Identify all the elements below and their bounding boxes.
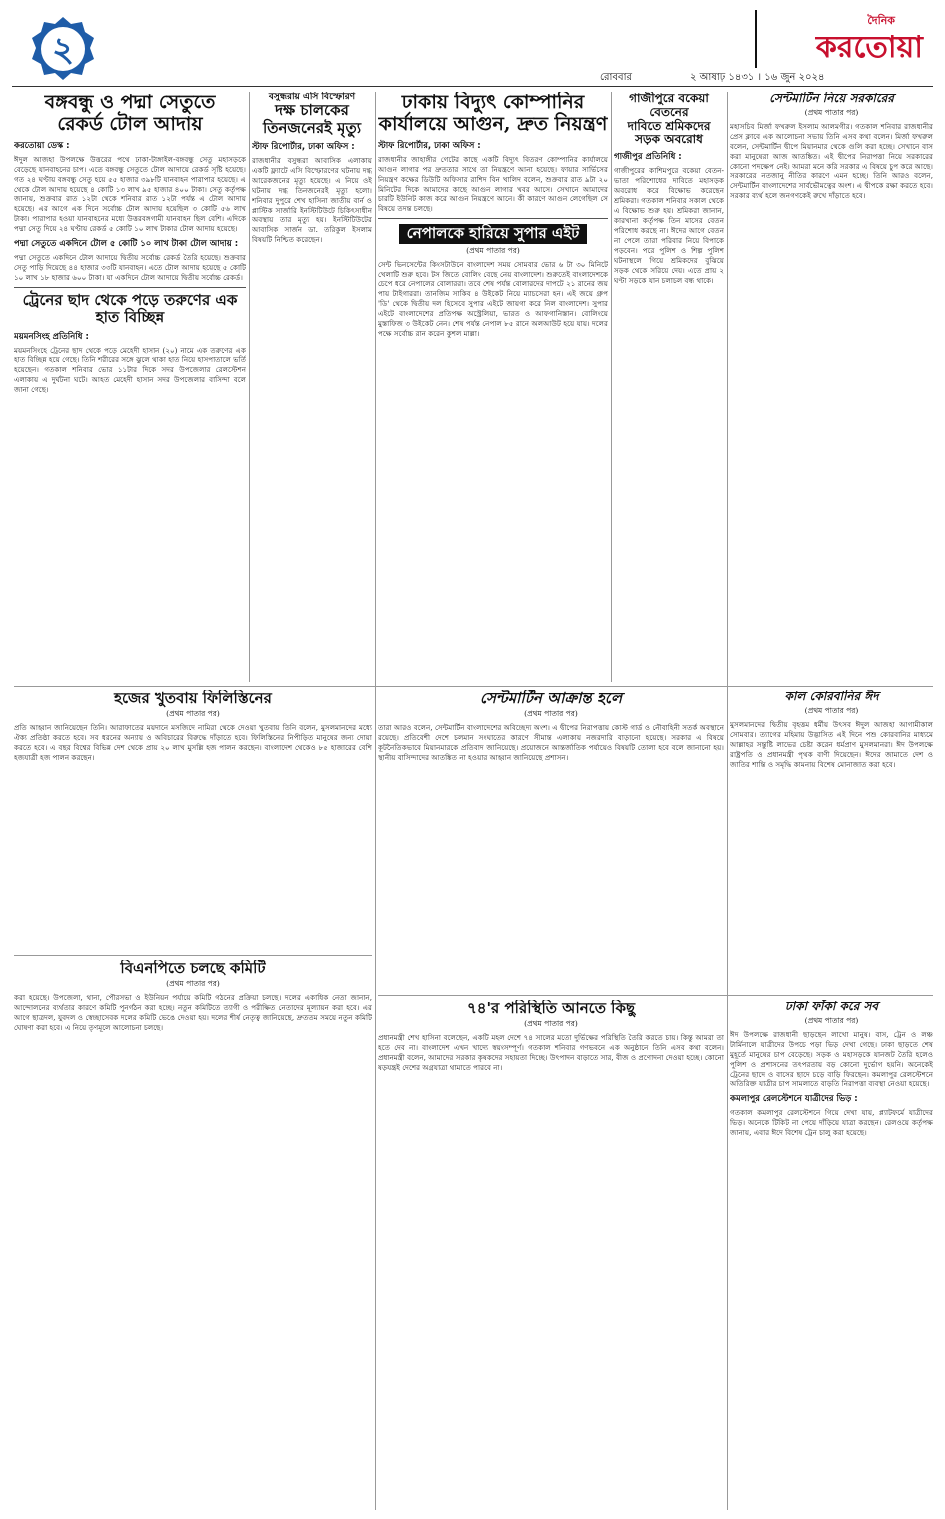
martin-attack-headline: সেন্টমার্টিন আক্রান্ত হলে (479, 690, 623, 707)
page-number-badge (28, 14, 98, 84)
newspaper-logo (816, 12, 923, 65)
bnp-continued: (প্রথম পাতার পর) (166, 979, 220, 989)
bridge-headline-2: রেকর্ড টোল আদায় (57, 112, 203, 135)
issue-day: রোববার (600, 72, 632, 83)
story-fire (378, 92, 608, 682)
martin-attack-continued: (প্রথম পাতার পর) (524, 709, 578, 719)
row-separator (14, 686, 933, 687)
gazipur-byline: গাজীপুর প্রতিনিধি : (614, 152, 682, 163)
dhaka-body: ঈদ উপলক্ষে রাজধানী ছাড়ছেন লাখো মানুষ। বাস, ট্রেন ও লঞ্চ টার্মিনালে যাত্রীদের উপচে পড়া ভিড় দেখা গেছে। ঢাকা ছাড়তে শেষ মুহূর্তে মানুষের চাপ বেড়েছে। সড়ক ও মহাসড়কে যানজট তৈরি হলেও পুলিশ ও প্রশাসনের তৎপরতায় বড় কোনো দুর্ভোগ হয়নি। অনেকেই ট্রেনের ছাদে ও বাসের ছাদে চড়ে বাড়ি ফিরছেন। কমলাপুর রেলস্টেশনে অতিরিক্ত যাত্রীর চাপ সামলাতে বাড়তি নিরাপত্তা ব্যবস্থা নেওয়া হয়েছে। (730, 1029, 933, 1089)
masthead-divider (755, 10, 757, 68)
ac-kicker: বসুন্ধরায় এসি বিস্ফোরণ (268, 92, 356, 102)
martin-body: মহাসচিব মির্জা ফখরুল ইসলাম আলমগীর। গতকাল শনিবার রাজধানীর প্রেস ক্লাবে এক আলোচনা সভায় তিনি এসব কথা বলেন। মির্জা ফখরুল বলেন, সেন্টমার্টিন দ্বীপে মিয়ানমার থেকে গুলি করা হচ্ছে। সেখানে বাস করা মানুষেরা আজ আতঙ্কিত। এই দ্বীপের নিরাপত্তা নিয়ে সরকারের কোনো পদক্ষেপ নেই। আমরা মনে করি সরকার এ বিষয়ে চুপ করে আছে। সরকারের নতজানু নীতির কারণে এমন হচ্ছে। তিনি আরও বলেন, সেন্টমার্টিন বাংলাদেশের সার্বভৌমত্বের অংশ। এ দ্বীপকে রক্ষা করতে হবে। সরকার ব্যর্থ হলে জনগণকেই রুখে দাঁড়াতে হবে। (730, 121, 933, 201)
row-separator (378, 995, 933, 996)
nepal-body: সেন্ট ভিনসেন্টের কিংসটাউনে বাংলাদেশ সময় সোমবার ভোর ৬ টা ৩০ মিনিটে খেলাটি শুরু হবে। টস জিতে বোলিং বেছে নেয় বাংলাদেশ। শুরুতেই বাংলাদেশকে চেপে ধরে নেপালের বোলাররা। তবে শেষ পর্যন্ত বোলারদের দাপটে ২১ রানের জয় পায় টাইগাররা। তানজিম সাকিব ৪ উইকেট নিয়ে ম্যাচসেরা হন। এই জয়ে গ্রুপ 'ডি' থেকে দ্বিতীয় দল হিসেবে সুপার এইটে জায়গা করে নিল বাংলাদেশ। সুপার এইটে বাংলাদেশের প্রতিপক্ষ অস্ট্রেলিয়া, ভারত ও আফগানিস্তান। বোলিংয়ে মুস্তাফিজ ৩ উইকেট নেন। শেষ পর্যন্ত নেপাল ৮৫ রানে অলআউট হয়ে যায়। দলের পক্ষে সর্বোচ্চ রান করেন কুশল মাল্লা। (378, 259, 608, 339)
dhaka-continued: (প্রথম পাতার পর) (804, 1015, 859, 1025)
story-74 (378, 1000, 724, 1510)
bnp-headline: বিএনপিতে চলছে কমিটি (120, 960, 266, 977)
rule (14, 287, 246, 288)
seventyfour-headline: ৭৪'র পরিস্থিতি আনতে কিছু (466, 1000, 636, 1017)
column-separator (375, 92, 376, 1510)
rule (378, 218, 608, 219)
ac-byline: স্টাফ রিপোর্টার, ঢাকা অফিস : (252, 141, 355, 152)
eid-headline: কাল কোরবানির ঈদ (784, 690, 879, 703)
martin-headline: সেন্টমার্টিন নিয়ে সরকারের (769, 92, 894, 105)
row-separator (14, 955, 372, 956)
logo-prefix: দৈনিক (867, 14, 895, 27)
martin-attack-body: তারা আরও বলেন, সেন্টমার্টিন বাংলাদেশের অবিচ্ছেদ্য অংশ। এ দ্বীপের নিরাপত্তায় কোস্ট গার্ড ও নৌবাহিনী সতর্ক অবস্থানে রয়েছে। প্রতিবেশী দেশে চলমান সংঘাতের কারণে সীমান্ত এলাকায় নজরদারি বাড়ানো হয়েছে। সরকার এ বিষয়ে কূটনৈতিকভাবে মিয়ানমারকে প্রতিবাদ জানিয়েছে। প্রয়োজনে আন্তর্জাতিক পর্যায়েও বিষয়টি তোলা হবে বলে জানানো হয়। স্থানীয় বাসিন্দাদের আতঙ্কিত না হওয়ার আহ্বান জানিয়েছে প্রশাসন। (378, 723, 724, 763)
gazipur-body: গাজীপুরের কাশিমপুরে বকেয়া বেতন-ভাতা পরিশোধের দাবিতে মহাসড়ক অবরোধ করে বিক্ষোভ করেছেন শ্রমিকরা। গতকাল শনিবার সকাল থেকে এ বিক্ষোভ শুরু হয়। শ্রমিকরা জানান, কারখানা কর্তৃপক্ষ তিন মাসের বেতন পরিশোধ করছে না। ঈদের আগে বেতন না পেলে তারা পরিবার নিয়ে বিপাকে পড়বেন। পরে পুলিশ ও শিল্প পুলিশ ঘটনাস্থলে গিয়ে শ্রমিকদের বুঝিয়ে সড়ক থেকে সরিয়ে দেয়। এতে প্রায় ২ ঘণ্টা সড়কে যান চলাচল বন্ধ থাকে। (614, 166, 724, 285)
gazipur-headline-3: সড়ক অবরোধ (635, 132, 703, 147)
fire-byline: স্টাফ রিপোর্টার, ঢাকা অফিস : (378, 140, 481, 151)
issue-date: ২ আষাঢ় ১৪৩১ । ১৬ জুন ২০২৪ (690, 72, 825, 83)
nepal-continued: (প্রথম পাতার পর) (466, 245, 520, 255)
ac-headline: দক্ষ চালকের তিনজনেরই মৃত্যু (262, 101, 362, 137)
dhaka-body-2: গতকাল কমলাপুর রেলস্টেশনে গিয়ে দেখা যায়, প্ল্যাটফর্মে যাত্রীদের ভিড়। অনেকে টিকিট না পেয়ে দাঁড়িয়ে যাত্রা করছেন। রেলওয়ে কর্তৃপক্ষ জানায়, এবার ঈদে বিশেষ ট্রেন চালু করা হয়েছে। (730, 1108, 933, 1138)
story-martin-attack (378, 690, 724, 990)
story-bnp (14, 960, 372, 1510)
bridge-subheadline: পদ্মা সেতুতে একদিনে টোল ৫ কোটি ১০ লাখ টাকা টোল আদায় : (14, 239, 239, 250)
column-separator (611, 92, 612, 682)
train-byline: ময়মনসিংহ প্রতিনিধি : (14, 331, 89, 342)
bridge-byline: করতোয়া ডেস্ক : (14, 140, 70, 151)
eid-body: মুসলমানদের দ্বিতীয় বৃহত্তম ধর্মীয় উৎসব ঈদুল আজহা আগামীকাল সোমবার। ত্যাগের মহিমায় উদ্ভাসিত এই দিনে পশু কোরবানির মাধ্যমে আল্লাহর সন্তুষ্টি লাভের চেষ্টা করেন ধর্মপ্রাণ মুসলমানরা। ঈদ উপলক্ষে রাষ্ট্রপতি ও প্রধানমন্ত্রী পৃথক বাণী দিয়েছেন। ঈদের জামাতে দেশ ও জাতির শান্তি ও সমৃদ্ধি কামনায় বিশেষ মোনাজাত করা হবে। (730, 719, 933, 769)
seventyfour-continued: (প্রথম পাতার পর) (524, 1019, 578, 1029)
nepal-headline-wrap (378, 223, 608, 243)
fire-headline-1: ঢাকায় বিদ্যুৎ কোম্পানির (401, 92, 585, 113)
train-body: ময়মনসিংহে ট্রেনের ছাদ থেকে পড়ে মেহেদী হাসান (২০) নামে এক তরুণের এক হাত বিচ্ছিন্ন হয়ে গেছে। তিনি শরীরের সঙ্গে ঝুলে থাকা হাত নিয়ে হাসপাতালে ভর্তি হয়েছেন। গতকাল শনিবার ভোর ১১টার দিকে সদর উপজেলার রেলস্টেশন এলাকায় এ দুর্ঘটনা ঘটে। আহত মেহেদী হাসান সদর উপজেলার বাসিন্দা বলে জানা গেছে। (14, 345, 246, 395)
masthead (0, 0, 945, 82)
story-hajj (14, 690, 372, 950)
eid-continued: (প্রথম পাতার পর) (804, 705, 859, 715)
gazipur-headline-1: গাজীপুরে বকেয়া বেতনের (629, 92, 709, 119)
hajj-continued: (প্রথম পাতার পর) (166, 709, 220, 719)
story-gazipur (614, 92, 724, 682)
page-number-seal-icon (28, 14, 98, 84)
hajj-body: প্রতি আহ্বান জানিয়েছেন তিনি। আরাফাতের ময়দানে মসজিদে নামিরা থেকে দেওয়া খুতবায় তিনি বলেন, মুসলমানদের মধ্যে ঐক্য প্রতিষ্ঠা করতে হবে। সব ধরনের অন্যায় ও অবিচারের বিরুদ্ধে দাঁড়াতে হবে। ফিলিস্তিনের নিপীড়িত মানুষের জন্য দোয়া করতে হবে। এ বছর বিশ্বের বিভিন্ন দেশ থেকে প্রায় ২০ লাখ মুসল্লি হজ পালন করছেন। বাংলাদেশ থেকেও ৮৫ হাজারের বেশি হজযাত্রী হজ পালন করছেন। (14, 723, 372, 763)
story-martin-government (730, 92, 933, 672)
column-separator (727, 92, 728, 1510)
bnp-body: করা হয়েছে। উপজেলা, থানা, পৌরসভা ও ইউনিয়ন পর্যায়ে কমিটি গঠনের প্রক্রিয়া চলছে। দলের একাধিক নেতা জানান, আন্দোলনের ব্যর্থতার কারণে কমিটি পুনর্গঠন করা হচ্ছে। নতুন কমিটিতে ত্যাগী ও পরীক্ষিত নেতাদের মূল্যায়ন করা হবে। এর আগে ছাত্রদল, যুবদল ও স্বেচ্ছাসেবক দলের কমিটি ভেঙে দেওয়া হয়। দলের শীর্ষ নেতৃত্ব জানিয়েছে, দ্রুততম সময়ে নতুন কমিটি ঘোষণা করা হবে। এ নিয়ে তৃণমূলে আলোচনা চলছে। (14, 993, 372, 1033)
top-rule (12, 86, 933, 87)
bridge-headline-1: বঙ্গবন্ধু ও পদ্মা সেতুতে (44, 92, 216, 113)
bridge-body-2: পদ্মা সেতুতে একদিনে টোল আদায়ে দ্বিতীয় সর্বোচ্চ রেকর্ড তৈরি হয়েছে। শুক্রবার সেতু পাড়ি দিয়েছে ৪৪ হাজার ৩৩টি যানবাহন। এতে টোল আদায় হয়েছে ৫ কোটি ১০ লাখ ১৮ হাজার ৬০০ টাকা। যা একদিনে টোল আদায়ে দ্বিতীয় সর্বোচ্চ রেকর্ড। (14, 253, 246, 283)
gazipur-headline-2: দাবিতে শ্রমিকদের (627, 118, 711, 133)
svg-text:২: ২ (51, 30, 75, 70)
story-ac-blast (252, 92, 372, 682)
train-headline: ট্রেনের ছাদ থেকে পড়ে তরুণের এক হাত বিচ্ছিন্ন (22, 291, 238, 327)
ac-body: রাজধানীর বসুন্ধরা আবাসিক এলাকায় একটি ফ্ল্যাটে এসি বিস্ফোরণের ঘটনায় দগ্ধ আরেকজনের মৃত্যু হয়েছে। এ নিয়ে ওই ঘটনায় দগ্ধ তিনজনেরই মৃত্যু হলো। শনিবার দুপুরে শেখ হাসিনা জাতীয় বার্ন ও প্লাস্টিক সার্জারি ইনস্টিটিউটে চিকিৎসাধীন অবস্থায় তার মৃত্যু হয়। ইনস্টিটিউটের আবাসিক সার্জন ডা. তরিকুল ইসলাম বিষয়টি নিশ্চিত করেছেন। (252, 155, 372, 245)
bridge-body: ঈদুল আজহা উপলক্ষে উত্তরের পথে ঢাকা-টাঙ্গাইল-বঙ্গবন্ধু সেতু মহাসড়কে বেড়েছে যানবাহনের চাপ। এতে বঙ্গবন্ধু সেতুতে টোল আদায়ে রেকর্ড সৃষ্টি হয়েছে। গত ২৪ ঘণ্টায় বঙ্গবন্ধু সেতু হয়ে ৫৫ হাজার ৩৯৮টি যানবাহন পারাপার হয়েছে। এ থেকে টোল আদায় হয়েছে ৪ কোটি ১৩ লাখ ৯৫ হাজার ৪০০ টাকা। সেতু কর্তৃপক্ষ জানায়, শুক্রবার রাত ১২টা থেকে শনিবার রাত ১২টা পর্যন্ত এ টোল আদায় হয়েছে। এর আগে এক দিনে সর্বোচ্চ টোল আদায় হয়েছিল ৩ কোটি ৫৬ লাখ টাকা। পারাপার হওয়া যানবাহনের মধ্যে উত্তরবঙ্গগামী যানবাহন ছিল বেশি। এদিকে পদ্মা সেতু দিয়ে ২৪ ঘণ্টায় রেকর্ড ৫ কোটি ১০ লাখ টাকার টোল আদায় হয়েছে। (14, 154, 246, 234)
story-bridge-toll (14, 92, 246, 682)
seventyfour-body: প্রধানমন্ত্রী শেখ হাসিনা বলেছেন, একটি মহল দেশে ৭৪ সালের মতো দুর্ভিক্ষের পরিস্থিতি তৈরি করতে চায়। কিন্তু আমরা তা হতে দেব না। বাংলাদেশ এখন খাদ্যে স্বয়ংসম্পূর্ণ। গতকাল শনিবার গণভবনে এক অনুষ্ঠানে তিনি এসব কথা বলেন। প্রধানমন্ত্রী বলেন, আমাদের সরকার কৃষকদের সহায়তা দিচ্ছে। উৎপাদন বাড়াতে সার, বীজ ও প্রণোদনা দেওয়া হচ্ছে। কোনো ষড়যন্ত্রই দেশের অগ্রযাত্রা থামাতে পারবে না। (378, 1033, 724, 1073)
fire-body: রাজধানীর জাহাঙ্গীর গেটের কাছে একটি বিদ্যুৎ বিতরণ কোম্পানির কার্যালয়ে আগুন লাগার পর দ্রুততার সাথে তা নিয়ন্ত্রণে আনা হয়েছে। ফায়ার সার্ভিসের নিয়ন্ত্রণ কক্ষের ডিউটি অফিসার রাশিদ বিন খালিদ বলেন, শুক্রবার রাত ৯টা ২০ মিনিটের দিকে আমাদের কাছে আগুন লাগার খবর আসে। সেখানে আমাদের চারটি ইউনিট কাজ করে আগুন নিয়ন্ত্রণে আনে। কী কারণে আগুন লেগেছিল সে বিষয়ে তদন্ত চলছে। (378, 154, 608, 214)
story-dhaka-empty (730, 1000, 933, 1510)
column-separator (249, 92, 250, 682)
martin-continued: (প্রথম পাতার পর) (804, 107, 859, 117)
hajj-headline: হজের খুতবায় ফিলিস্তিনের (114, 690, 272, 707)
story-eid (730, 690, 933, 990)
nepal-headline: নেপালকে হারিয়ে সুপার এইট (399, 224, 588, 243)
fire-headline-2: কার্যালয়ে আগুন, দ্রুত নিয়ন্ত্রণ (378, 112, 608, 135)
dhaka-subheadline: কমলাপুর রেলস্টেশনে যাত্রীদের ভিড় : (730, 1094, 858, 1105)
dhaka-headline: ঢাকা ফাঁকা করে সব (784, 1000, 879, 1013)
logo-title: করতোয়া (815, 30, 923, 65)
